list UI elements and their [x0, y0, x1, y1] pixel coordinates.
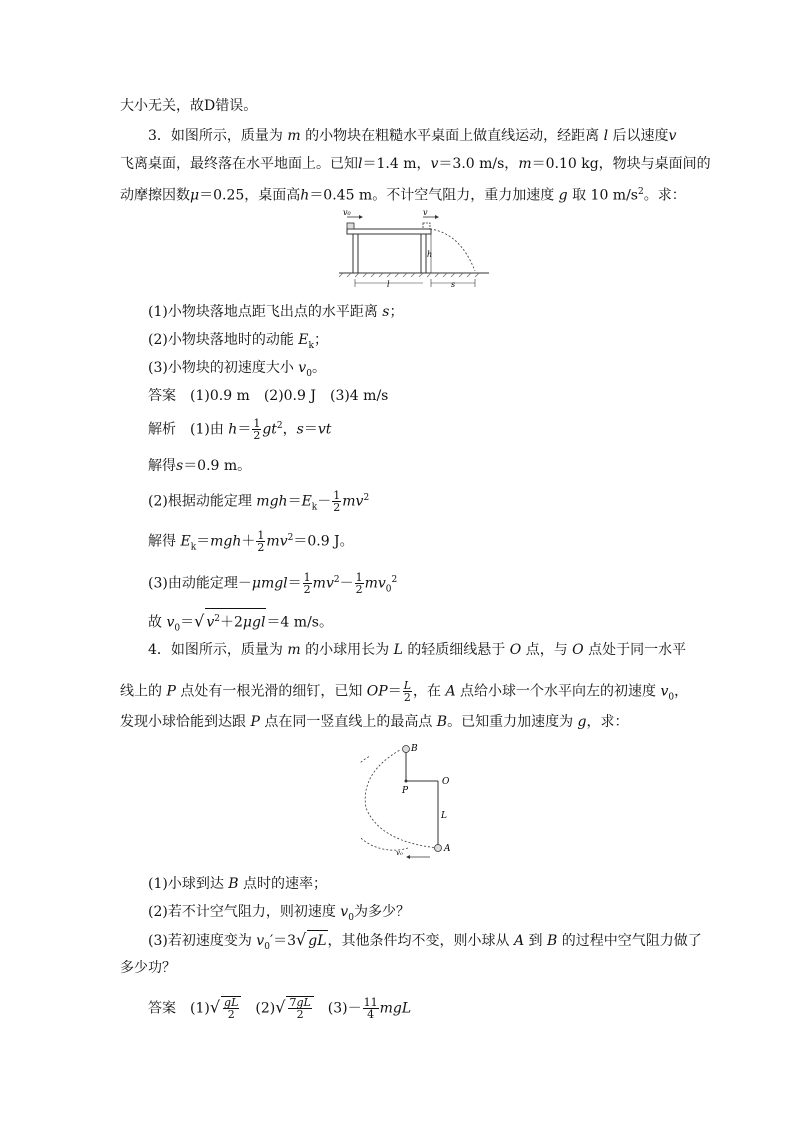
l-label: L — [441, 811, 447, 821]
h-label: h — [427, 250, 433, 259]
table-figure — [335, 205, 493, 290]
l-label: l — [387, 280, 390, 289]
problem-3-line-2: 飞离桌面，最终落在水平地面上。已知l＝1.4 m，v＝3.0 m/s，m＝0.10 kg，物块与桌面间的 — [120, 156, 711, 172]
problem-4-line-1: 4．如图所示，质量为 m 的小球用长为 L 的轻质细线悬于 O 点，与 O 点处于同一水平 — [148, 642, 687, 658]
question-4-3-cont: 多少功？ — [120, 960, 176, 976]
answer-4: 答案 (1)√ $\frac{gL}{2}$ (2)√ $\frac{7gL}{2}$ (3)－ $\frac{11}{4}$ mgL — [148, 996, 412, 1021]
problem-3-line-3: 动摩擦因数μ＝0.25，桌面高h＝0.45 m。不计空气阻力，重力加速度 g 取 10 $m/s^2$。求： — [120, 187, 686, 204]
question-4-3: (3)若初速度变为 $v_0'=3√$ gL，其他条件均不变，则小球从 A 到 B 的过程中空气阻力做了 — [148, 930, 702, 952]
problem-4-line-2: 线上的 P 点处有一根光滑的细钉，已知 OP＝ $\frac{L}{2}$ ，在 A 点给小球一个水平向左的初速度 $v_0$， — [120, 679, 689, 704]
problem-4-line-3: 发现小球恰能到达跟 P 点在同一竖直线上的最高点 B。已知重力加速度为 g，求： — [120, 714, 629, 730]
solution-3-2: 解得s＝0.9 m。 — [148, 458, 252, 474]
answer-3: 答案 (1)0.9 m (2)0.9 J (3)4 m/s — [148, 388, 389, 404]
a-label: A — [444, 844, 451, 854]
v-label: v — [423, 208, 428, 217]
v0-label: v₀ — [343, 208, 351, 217]
solution-3-6: 故 $v_0=√$ $v^2+2\mu gl=4$ m/s。 — [148, 608, 333, 638]
v0-label: v₀ — [396, 849, 403, 857]
solution-3-3: (2)根据动能定理 $mgh=E_k-$ $\frac{1}{2}$ $mv^2$ — [148, 489, 370, 515]
question-4-1: (1)小球到达 B 点时的速率； — [148, 876, 328, 892]
question-3-2: (2)小物块落地时的动能 $E_k$； — [148, 332, 328, 351]
problem-3-line-1: 3．如图所示，质量为 m 的小物块在粗糙水平桌面上做直线运动，经距离 l 后以速度v — [148, 128, 677, 144]
question-3-3: (3)小物块的初速度大小 $v_0$。 — [148, 360, 326, 379]
s-label: s — [451, 280, 456, 289]
text-line: 大小无关，故D错误。 — [120, 98, 258, 114]
p-label: P — [402, 786, 409, 796]
pendulum-figure — [360, 738, 465, 863]
question-3-1: (1)小物块落地点距飞出点的水平距离 s； — [148, 304, 404, 320]
solution-3-5: (3)由动能定理－μmgl＝ $\frac{1}{2}$ $mv^2-$ $\frac{1}{2}$ $mv_0^2$ — [148, 571, 398, 597]
question-4-2: (2)若不计空气阻力，则初速度 $v_0$为多少？ — [148, 904, 410, 923]
solution-3-1: 解析 (1)由 h＝ $\frac{1}{2}$ $gt^2$，s＝vt — [148, 417, 332, 443]
b-label: B — [411, 744, 418, 754]
o-label: O — [442, 777, 450, 787]
solution-3-4: 解得 $E_k=mgh+$ $\frac{1}{2}$ $mv^2=0.9$ J。 — [148, 529, 354, 555]
